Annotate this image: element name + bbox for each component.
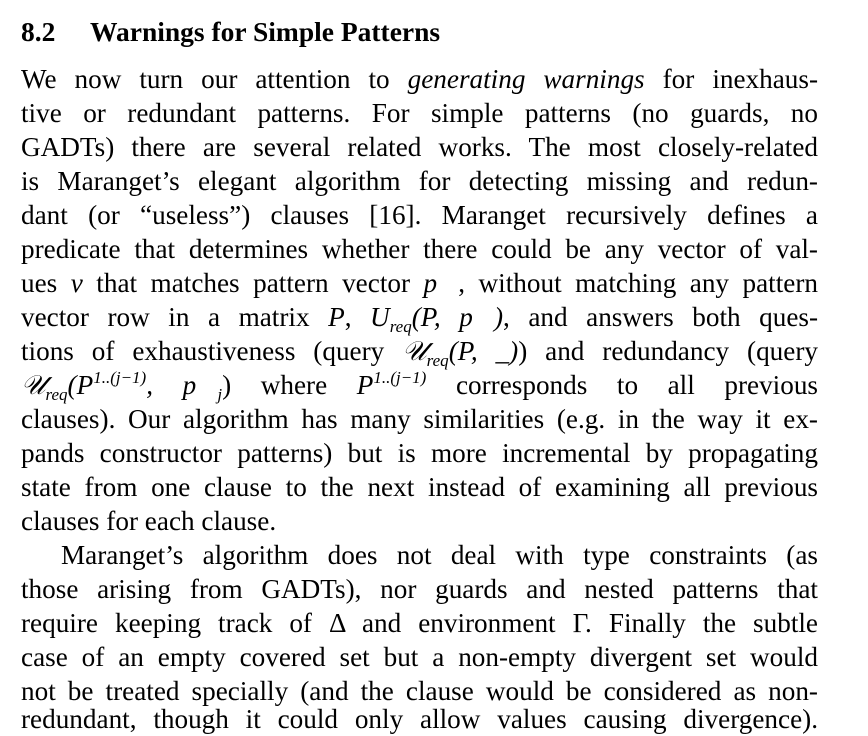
text-line: predicate that determines whether there could be any vector of val-: [21, 234, 818, 264]
text-line: not be treated specially (and the clause would be considered as non-: [21, 676, 818, 706]
text-line: clauses). Our algorithm has many similarities (e.g. in the way it ex-: [21, 404, 818, 434]
text-line: pands constructor patterns) but is more incremental by propagating: [21, 438, 818, 468]
text-line: vector row in a matrix P, $U_{req}(P$, p⃗), and answers both ques-: [21, 302, 819, 336]
text-line: tive or redundant patterns. For simple patterns (no guards, no: [21, 98, 818, 128]
text-line: clauses for each clause.: [21, 506, 277, 536]
text-line: state from one clause to the next instead of examining all previous: [21, 472, 818, 502]
text-line: $𝒰_{req}(P^{1..(j-1)}$, $p⃗_j$) where $P^{1..(j-1)}$ corresponds to all previous: [21, 368, 818, 404]
text-line: tions of exhaustiveness (query 𝒰$_{req}$(P, _)) and redundancy (query: [21, 336, 818, 370]
text-line: case of an empty covered set but a non-empty divergent set would: [21, 642, 818, 672]
text-line: those arising from GADTs), nor guards and nested patterns that: [21, 574, 818, 604]
text-line: GADTs) there are several related works. The most closely-related: [21, 132, 818, 162]
text-line: redundant, though it could only allow values causing divergence).: [21, 704, 818, 734]
text-line: We now turn our attention to generating warnings for inexhaus-: [21, 64, 819, 94]
text-line: dant (or “useless”) clauses [16]. Maranget recursively defines a: [21, 200, 818, 230]
section-title: Warnings for Simple Patterns: [90, 16, 441, 47]
section-number: 8.2: [21, 16, 56, 47]
text-line: is Maranget’s elegant algorithm for detecting missing and redun-: [21, 166, 818, 196]
text-line: Maranget’s algorithm does not deal with type constraints (as: [61, 540, 818, 570]
text-line: ues v that matches pattern vector p⃗, without matching any pattern: [21, 268, 818, 298]
section-heading: [21, 14, 440, 50]
text-line: require keeping track of Δ and environment Γ. Finally the subtle: [21, 608, 818, 638]
